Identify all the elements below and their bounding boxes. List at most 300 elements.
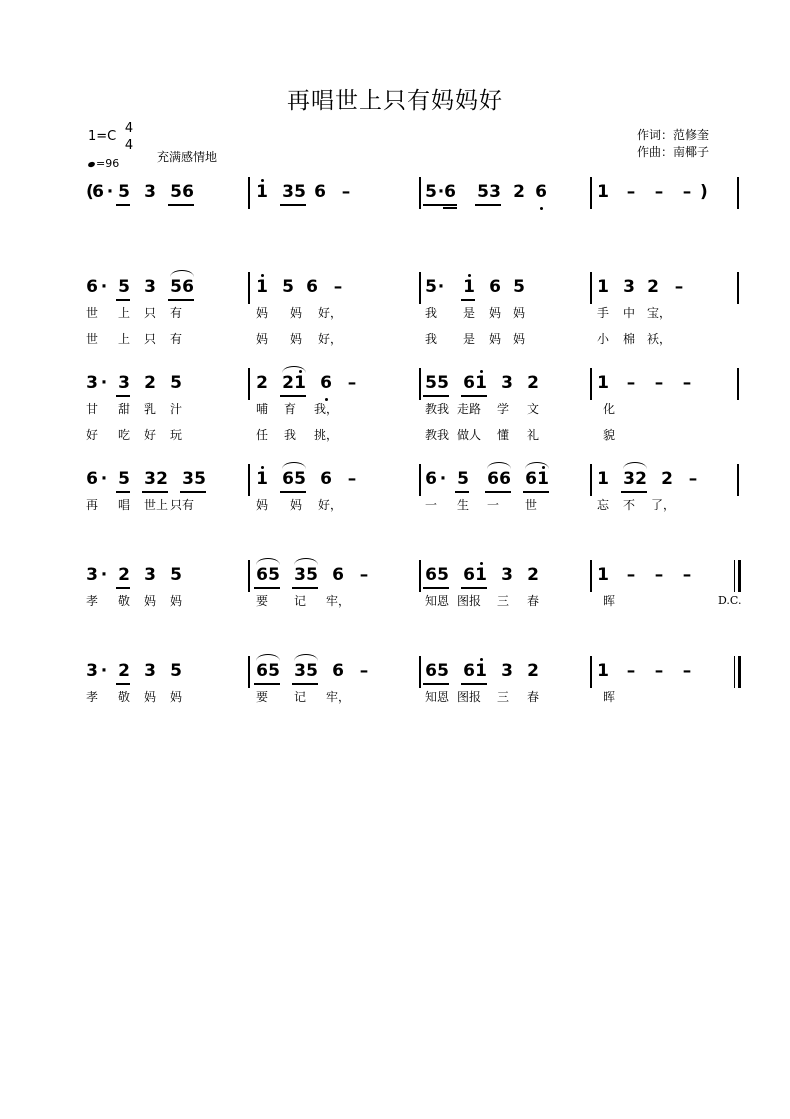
note: 3 bbox=[144, 565, 156, 585]
note: 5 bbox=[437, 661, 449, 681]
lyric-line-2: 礼 bbox=[527, 428, 540, 442]
lyric-line-1: 有 bbox=[170, 306, 183, 320]
note: 2 bbox=[282, 373, 294, 393]
note: 2 bbox=[118, 661, 130, 681]
underline-beam bbox=[280, 491, 306, 493]
note: 5 bbox=[513, 277, 525, 297]
high-octave-dot bbox=[542, 466, 545, 469]
barline bbox=[419, 368, 421, 400]
lyric-line-1: 唱 bbox=[118, 498, 131, 512]
note: 6 bbox=[332, 661, 344, 681]
dash: – bbox=[654, 661, 664, 681]
note: 6 bbox=[92, 182, 104, 202]
lyric-line-1: 只有 bbox=[170, 498, 195, 512]
underline-beam bbox=[280, 395, 306, 397]
dash: – bbox=[626, 661, 636, 681]
tempo-marking bbox=[88, 157, 119, 170]
note: 3 bbox=[144, 661, 156, 681]
lyric-line-2: 貌 bbox=[603, 428, 616, 442]
note: 6 bbox=[499, 469, 511, 489]
barline bbox=[590, 177, 592, 209]
note: 1 bbox=[294, 373, 306, 393]
note: 5 bbox=[437, 373, 449, 393]
note: 6 bbox=[525, 469, 537, 489]
underline-beam bbox=[423, 587, 449, 589]
slur-arc bbox=[256, 654, 280, 661]
underline-beam bbox=[168, 204, 194, 206]
note: 1 bbox=[537, 469, 549, 489]
note: 6 bbox=[535, 182, 547, 202]
note: 6 bbox=[86, 469, 98, 489]
lyric-line-1: 图报 bbox=[457, 594, 482, 608]
score-row-1 bbox=[0, 180, 790, 270]
lyric-line-1: 记 bbox=[294, 594, 307, 608]
lyric-line-1: 哺 bbox=[256, 402, 269, 416]
lyric-line-1: 一 bbox=[487, 498, 500, 512]
time-signature-bottom: 4 bbox=[124, 138, 134, 153]
lyric-line-1: 世 bbox=[86, 306, 99, 320]
slur-arc bbox=[623, 462, 647, 469]
note: 5 bbox=[170, 277, 182, 297]
lyric-line-1: 妈 bbox=[489, 306, 502, 320]
key-signature: 1=C bbox=[88, 129, 117, 144]
note: 6 bbox=[487, 469, 499, 489]
lyric-line-1: 敬 bbox=[118, 594, 131, 608]
note: 6 bbox=[425, 661, 437, 681]
barline bbox=[737, 368, 739, 400]
lyric-line-1: 妈 bbox=[290, 306, 303, 320]
note: 3 bbox=[489, 182, 501, 202]
lyric-line-1: 妈 bbox=[170, 690, 183, 704]
lyric-line-1: 再 bbox=[86, 498, 99, 512]
close-paren: ) bbox=[700, 182, 708, 202]
underline-beam bbox=[475, 204, 501, 206]
note: 6 bbox=[306, 277, 318, 297]
lyric-line-1: 是 bbox=[463, 306, 476, 320]
underline-beam bbox=[461, 683, 487, 685]
lyric-line-1: 教我 bbox=[425, 402, 450, 416]
dash: – bbox=[682, 182, 692, 202]
underline-beam bbox=[116, 299, 130, 301]
underline-beam bbox=[292, 683, 318, 685]
time-signature-top: 4 bbox=[124, 121, 134, 136]
note: 6 bbox=[182, 182, 194, 202]
note: 3 bbox=[144, 277, 156, 297]
slur-arc bbox=[294, 558, 318, 565]
lyric-line-2: 有 bbox=[170, 332, 183, 346]
lyric-line-1: 甘 bbox=[86, 402, 99, 416]
underline-beam-2 bbox=[443, 207, 457, 209]
note: 6 bbox=[256, 661, 268, 681]
lyric-line-1: 一 bbox=[425, 498, 438, 512]
barline bbox=[590, 560, 592, 592]
high-octave-dot bbox=[299, 370, 302, 373]
page-title: 再唱世上只有妈妈好 bbox=[287, 88, 503, 114]
note: 5 bbox=[306, 661, 318, 681]
final-barline bbox=[734, 560, 740, 592]
note: 3 bbox=[144, 182, 156, 202]
barline bbox=[248, 656, 250, 688]
note: 2 bbox=[527, 373, 539, 393]
lyric-line-1: 知恩 bbox=[425, 690, 450, 704]
note: 6 bbox=[314, 182, 326, 202]
lyric-line-2: 教我 bbox=[425, 428, 450, 442]
slur-arc bbox=[282, 462, 306, 469]
note: 6 bbox=[444, 182, 456, 202]
lyric-line-1: 文 bbox=[527, 402, 540, 416]
note: 6 bbox=[320, 373, 332, 393]
lyric-line-2: 妈 bbox=[489, 332, 502, 346]
lyric-line-1: 了， bbox=[651, 498, 676, 512]
underline-beam bbox=[254, 587, 280, 589]
underline-beam bbox=[116, 204, 130, 206]
lyric-line-2: 懂 bbox=[497, 428, 510, 442]
barline bbox=[590, 272, 592, 304]
high-octave-dot bbox=[480, 370, 483, 373]
underline-beam bbox=[180, 491, 206, 493]
credits bbox=[637, 127, 709, 161]
underline-beam bbox=[461, 395, 487, 397]
note: 6 bbox=[282, 469, 294, 489]
barline bbox=[419, 464, 421, 496]
underline-beam bbox=[455, 491, 469, 493]
note: 5 bbox=[118, 469, 130, 489]
barline bbox=[248, 272, 250, 304]
note: 2 bbox=[661, 469, 673, 489]
score-row-4 bbox=[0, 467, 790, 557]
augmentation-dot: · bbox=[439, 469, 447, 489]
dash: – bbox=[654, 182, 664, 202]
quarter-note-icon bbox=[87, 160, 95, 167]
underline-beam bbox=[142, 491, 168, 493]
note: 1 bbox=[597, 469, 609, 489]
dash: – bbox=[654, 565, 664, 585]
lyric-line-2: 袄， bbox=[647, 332, 672, 346]
note: 2 bbox=[527, 661, 539, 681]
note: 5 bbox=[194, 469, 206, 489]
note: 3 bbox=[86, 661, 98, 681]
underline-beam bbox=[461, 587, 487, 589]
slur-arc bbox=[525, 462, 549, 469]
note: 3 bbox=[501, 661, 513, 681]
note: 6 bbox=[256, 565, 268, 585]
dash: – bbox=[682, 661, 692, 681]
note: 2 bbox=[647, 277, 659, 297]
note: 3 bbox=[86, 565, 98, 585]
low-octave-dot bbox=[540, 207, 543, 210]
lyric-line-2: 做人 bbox=[457, 428, 482, 442]
note: 5 bbox=[170, 661, 182, 681]
underline-beam bbox=[292, 587, 318, 589]
note: 1 bbox=[597, 277, 609, 297]
underline-beam bbox=[523, 491, 549, 493]
lyric-line-2: 任 bbox=[256, 428, 269, 442]
barline bbox=[419, 656, 421, 688]
lyric-line-2: 吃 bbox=[118, 428, 131, 442]
dash: – bbox=[626, 565, 636, 585]
lyric-line-2: 好 bbox=[86, 428, 99, 442]
note: 3 bbox=[623, 469, 635, 489]
note: 5 bbox=[118, 277, 130, 297]
dash: – bbox=[674, 277, 684, 297]
augmentation-dot: · bbox=[100, 469, 108, 489]
expression-marking: 充满感情地 bbox=[157, 150, 218, 164]
lyric-line-2: 我 bbox=[284, 428, 297, 442]
note: 1 bbox=[475, 661, 487, 681]
dash: – bbox=[347, 373, 357, 393]
underline-beam bbox=[116, 683, 130, 685]
note: 3 bbox=[294, 565, 306, 585]
note: 6 bbox=[489, 277, 501, 297]
slur-arc bbox=[294, 654, 318, 661]
note: 1 bbox=[463, 277, 475, 297]
note: 2 bbox=[256, 373, 268, 393]
note: 3 bbox=[623, 277, 635, 297]
dash: – bbox=[341, 182, 351, 202]
lyric-line-1: 乳 bbox=[144, 402, 157, 416]
lyric-line-2: 棉 bbox=[623, 332, 636, 346]
underline-beam bbox=[621, 491, 647, 493]
note: 6 bbox=[463, 565, 475, 585]
note: 1 bbox=[256, 469, 268, 489]
score-row-5 bbox=[0, 563, 790, 653]
slur-arc bbox=[170, 270, 194, 277]
augmentation-dot: · bbox=[100, 373, 108, 393]
underline-beam bbox=[116, 491, 130, 493]
lyric-line-1: 甜 bbox=[118, 402, 131, 416]
note: 1 bbox=[597, 565, 609, 585]
lyric-line-1: 走路 bbox=[457, 402, 482, 416]
lyric-line-1: 妈 bbox=[513, 306, 526, 320]
note: 2 bbox=[144, 373, 156, 393]
note: 5 bbox=[170, 373, 182, 393]
lyric-line-1: 我 bbox=[425, 306, 438, 320]
underline-beam bbox=[423, 204, 457, 206]
barline bbox=[248, 464, 250, 496]
underline-beam bbox=[116, 395, 130, 397]
note: 5 bbox=[170, 182, 182, 202]
note: 3 bbox=[86, 373, 98, 393]
lyric-line-2: 小 bbox=[597, 332, 610, 346]
lyric-line-1: 晖 bbox=[603, 594, 616, 608]
dash: – bbox=[654, 373, 664, 393]
lyric-line-1: 三 bbox=[497, 690, 510, 704]
underline-beam bbox=[423, 683, 449, 685]
note: 1 bbox=[256, 277, 268, 297]
slur-arc bbox=[282, 366, 306, 373]
barline bbox=[590, 464, 592, 496]
lyric-line-1: 要 bbox=[256, 594, 269, 608]
high-octave-dot bbox=[261, 274, 264, 277]
note: 3 bbox=[294, 661, 306, 681]
tempo-value: =96 bbox=[96, 157, 120, 170]
lyric-line-1: 育 bbox=[284, 402, 297, 416]
high-octave-dot bbox=[468, 274, 471, 277]
dash: – bbox=[359, 565, 369, 585]
lyric-line-1: 牢， bbox=[326, 594, 351, 608]
lyric-line-1: 好， bbox=[318, 498, 343, 512]
lyric-line-2: 玩 bbox=[170, 428, 183, 442]
note: 5 bbox=[425, 373, 437, 393]
dash: – bbox=[333, 277, 343, 297]
note: 5 bbox=[477, 182, 489, 202]
lyric-line-1: 妈 bbox=[256, 306, 269, 320]
dash: – bbox=[626, 373, 636, 393]
lyric-line-1: 宝， bbox=[647, 306, 672, 320]
underline-beam bbox=[280, 204, 306, 206]
final-barline bbox=[734, 656, 740, 688]
lyric-line-2: 世 bbox=[86, 332, 99, 346]
lyric-line-1: 忘 bbox=[597, 498, 610, 512]
lyric-line-1: 世 bbox=[525, 498, 538, 512]
lyric-line-1: 妈 bbox=[290, 498, 303, 512]
lyric-line-2: 妈 bbox=[256, 332, 269, 346]
barline bbox=[419, 177, 421, 209]
lyric-line-1: 孝 bbox=[86, 690, 99, 704]
lyric-line-1: 我， bbox=[314, 402, 339, 416]
lyric-line-1: 只 bbox=[144, 306, 157, 320]
note: 6 bbox=[320, 469, 332, 489]
note: 3 bbox=[118, 373, 130, 393]
lyric-line-1: 妈 bbox=[144, 690, 157, 704]
dash: – bbox=[682, 373, 692, 393]
note: 6 bbox=[463, 661, 475, 681]
note: 5 bbox=[457, 469, 469, 489]
dash: – bbox=[682, 565, 692, 585]
underline-beam bbox=[485, 491, 511, 493]
score-row-3 bbox=[0, 371, 790, 461]
augmentation-dot: · bbox=[100, 661, 108, 681]
lyric-line-1: 好， bbox=[318, 306, 343, 320]
note: 3 bbox=[144, 469, 156, 489]
dash: – bbox=[626, 182, 636, 202]
lyric-line-1: 妈 bbox=[256, 498, 269, 512]
time-signature bbox=[122, 120, 136, 154]
note: 2 bbox=[635, 469, 647, 489]
note: 5 bbox=[437, 565, 449, 585]
lyric-line-2: 是 bbox=[463, 332, 476, 346]
underline-beam bbox=[116, 587, 130, 589]
note: 5 bbox=[425, 182, 437, 202]
augmentation-dot: · bbox=[100, 565, 108, 585]
dash: – bbox=[347, 469, 357, 489]
note: 2 bbox=[118, 565, 130, 585]
note: 1 bbox=[597, 182, 609, 202]
lyric-line-1: 孝 bbox=[86, 594, 99, 608]
note: 5 bbox=[282, 277, 294, 297]
lyric-line-2: 好 bbox=[144, 428, 157, 442]
note: 6 bbox=[182, 277, 194, 297]
lyric-line-1: 手 bbox=[597, 306, 610, 320]
note: 5 bbox=[170, 565, 182, 585]
augmentation-dot: · bbox=[100, 277, 108, 297]
note: 3 bbox=[501, 565, 513, 585]
note: 3 bbox=[282, 182, 294, 202]
lyric-line-1: 牢， bbox=[326, 690, 351, 704]
lyric-line-1: 上 bbox=[118, 306, 131, 320]
slur-arc bbox=[487, 462, 511, 469]
barline bbox=[590, 656, 592, 688]
underline-beam bbox=[254, 683, 280, 685]
lyric-line-1: 妈 bbox=[170, 594, 183, 608]
barline bbox=[419, 560, 421, 592]
note: 2 bbox=[527, 565, 539, 585]
augmentation-dot: · bbox=[106, 182, 114, 202]
note: 5 bbox=[268, 661, 280, 681]
note: 5 bbox=[118, 182, 130, 202]
lyric-line-1: 化 bbox=[603, 402, 616, 416]
score-row-2 bbox=[0, 275, 790, 365]
dc-marking: D.C. bbox=[718, 594, 742, 607]
lyric-line-1: 学 bbox=[497, 402, 510, 416]
augmentation-dot: · bbox=[437, 277, 445, 297]
barline bbox=[737, 177, 739, 209]
slur-arc bbox=[256, 558, 280, 565]
lyric-line-2: 好， bbox=[318, 332, 343, 346]
high-octave-dot bbox=[480, 658, 483, 661]
lyric-line-1: 世上 bbox=[144, 498, 169, 512]
underline-beam bbox=[423, 395, 449, 397]
open-paren: ( bbox=[86, 182, 94, 202]
lyric-line-1: 妈 bbox=[144, 594, 157, 608]
lyric-line-2: 挑， bbox=[314, 428, 339, 442]
lyric-line-1: 三 bbox=[497, 594, 510, 608]
note: 5 bbox=[294, 469, 306, 489]
lyricist-credit: 作词：范修奎 bbox=[637, 128, 710, 142]
lyric-line-1: 汁 bbox=[170, 402, 183, 416]
note: 6 bbox=[463, 373, 475, 393]
lyric-line-1: 晖 bbox=[603, 690, 616, 704]
dash: – bbox=[359, 661, 369, 681]
underline-beam bbox=[461, 299, 475, 301]
note: 2 bbox=[156, 469, 168, 489]
note: 6 bbox=[425, 469, 437, 489]
underline-beam bbox=[168, 299, 194, 301]
barline bbox=[737, 464, 739, 496]
high-octave-dot bbox=[261, 179, 264, 182]
note: 5 bbox=[268, 565, 280, 585]
lyric-line-1: 要 bbox=[256, 690, 269, 704]
barline bbox=[590, 368, 592, 400]
lyric-line-2: 妈 bbox=[290, 332, 303, 346]
lyric-line-1: 记 bbox=[294, 690, 307, 704]
note: 3 bbox=[501, 373, 513, 393]
barline bbox=[419, 272, 421, 304]
high-octave-dot bbox=[261, 466, 264, 469]
note: 1 bbox=[256, 182, 268, 202]
note: 5 bbox=[294, 182, 306, 202]
barline bbox=[248, 560, 250, 592]
note: 6 bbox=[332, 565, 344, 585]
high-octave-dot bbox=[480, 562, 483, 565]
score-row-6 bbox=[0, 659, 790, 749]
lyric-line-1: 不 bbox=[623, 498, 636, 512]
note: 1 bbox=[475, 373, 487, 393]
composer-credit: 作曲：南椰子 bbox=[637, 145, 710, 159]
dash: – bbox=[688, 469, 698, 489]
augmentation-dot: · bbox=[437, 182, 445, 202]
note: 5 bbox=[425, 277, 437, 297]
lyric-line-1: 敬 bbox=[118, 690, 131, 704]
lyric-line-1: 中 bbox=[623, 306, 636, 320]
note: 6 bbox=[86, 277, 98, 297]
note: 1 bbox=[475, 565, 487, 585]
lyric-line-2: 上 bbox=[118, 332, 131, 346]
barline bbox=[737, 272, 739, 304]
note: 5 bbox=[306, 565, 318, 585]
lyric-line-2: 我 bbox=[425, 332, 438, 346]
note: 1 bbox=[597, 373, 609, 393]
